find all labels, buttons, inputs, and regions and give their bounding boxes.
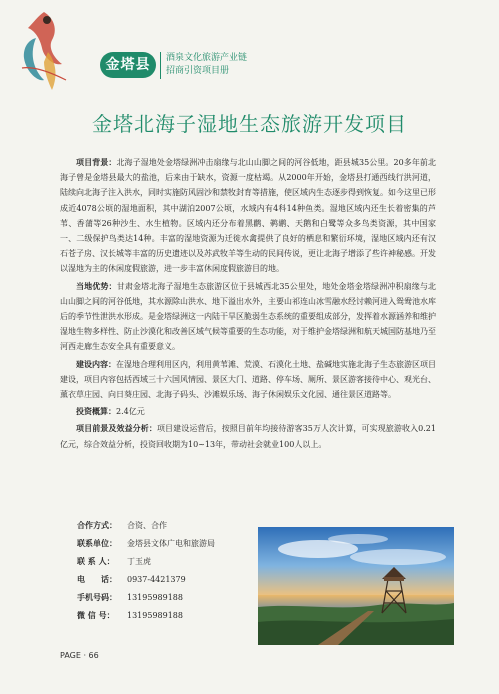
- advantage-paragraph: [60, 279, 436, 355]
- contact-value: 合资、合作: [127, 521, 167, 530]
- contact-row-mobile: [77, 588, 257, 606]
- contact-row-phone: [77, 570, 257, 588]
- benefit-text: 项目建设运营后，按照目前年均接待游客35万人次计算，可实现旅游收入0.21亿元，综合效益分析，投资回收期为10~13年，带动社会就业100人以上。: [60, 424, 436, 449]
- header-divider: [160, 52, 161, 79]
- construction-paragraph: [60, 357, 436, 403]
- benefit-label: 项目前景及效益分析：: [76, 423, 157, 434]
- contact-list: [77, 516, 257, 624]
- construction-label: 建设内容：: [76, 358, 116, 369]
- investment-value: 2.4亿元: [116, 407, 145, 417]
- page-number: PAGE · 66: [60, 651, 99, 660]
- contact-value: 金塔县文体广电和旅游局: [127, 539, 215, 548]
- background-paragraph: [60, 155, 436, 277]
- investment-line: [60, 404, 436, 419]
- contact-value: 丁玉虎: [127, 557, 151, 566]
- contact-row-unit: [77, 534, 257, 552]
- page-title: 金塔北海子湿地生态旅游开发项目: [92, 112, 407, 136]
- contact-value: 13195989188: [127, 593, 183, 602]
- article-body: [60, 155, 436, 454]
- background-label: 项目背景：: [76, 157, 117, 167]
- contact-label: 合作方式：: [77, 520, 117, 530]
- contact-label: 电 话：: [77, 574, 117, 584]
- contact-value: 13195989188: [127, 611, 183, 620]
- header-subtitle: [166, 52, 247, 78]
- contact-row-person: [77, 552, 257, 570]
- contact-row-cooperation: [77, 516, 257, 534]
- apsara-ornament-icon: [14, 8, 74, 94]
- contact-row-wechat: [77, 606, 257, 624]
- contact-label: 联 系 人：: [77, 556, 115, 566]
- benefit-paragraph: [60, 421, 436, 451]
- header-line-1: 酒泉文化旅游产业链: [166, 53, 248, 63]
- contact-label: 联系单位：: [77, 538, 117, 548]
- construction-text: 在湿地合理利用区内，利用黄苇滩、荒漠、石漠化土地、盐碱地实施北海子生态旅游区项目建设，项目内容包括西域三十六国风情园、景区大门、道路、停车场、厕所、景区游客接待中心、观光台、薰衣草庄园、向日葵庄园、北海子码头、沙滩娱乐场、海子休闲娱乐文化园、通往景区道路等。: [60, 359, 436, 400]
- background-text: 北海子湿地处金塔绿洲冲击扇缘与北山山脚之间的河谷低地，距县城35公里。20多年前北海子曾是金塔县最大的盐池，后来由于缺水，资源一度枯竭。从2000年开始，金塔县打通西线行洪河道，陆续向北海子注入洪水，同时实施防风固沙和禁牧封育等措施，使区域内生态逐步得到恢复。如今这里已形成近4078公顷的湿地面积，其中湖泊2007公顷，水域内有4科14种鱼类。湿地区域内还生长着密集的芦苇、香蒲等26种沙生、水生植物。区域内还分布着黑鹳、鹈鹕、天鹅和白鹭等众多鸟类资源，其中国家一、二级保护鸟类达14种。丰富的湿地资源为迁徙水禽提供了良好的栖息和繁衍环境，湿地区域内还有汉石苍子房、汉长城等丰富的历史遗迹以及苏武牧羊等生动的民间传说，更让北海子增添了些许神秘感。开发以湿地为主的休闲度假旅游，进一步丰富休闲度假旅游目的地。: [60, 158, 437, 274]
- header-line-2: 招商引资项目册: [166, 66, 230, 76]
- contact-value: 0937-4421379: [127, 575, 186, 584]
- wetland-photo: [258, 527, 454, 645]
- contact-label: 手机号码：: [77, 592, 117, 602]
- advantage-label: 当地优势：: [76, 280, 117, 291]
- investment-label: 投资概算：: [76, 406, 116, 417]
- county-badge: 金塔县: [100, 52, 156, 78]
- contact-label: 微 信 号：: [77, 610, 115, 620]
- advantage-text: 甘肃金塔北海子湿地生态旅游区位于县城西北35公里处，地处金塔金塔绿洲冲积扇缘与北山山脚之间的河谷低地，其水源除山洪水、地下溢出水外，主要山祁连山冰雪融水经讨赖河进入鸳鸯池水库后的季节性泄洪水形成。是金塔绿洲这一内陆干旱区脆弱生态系统的重要组成部分，发挥着水源涵养和维护湿地生物多样性、防止沙漠化和改善区域气候等重要的生态功能，对于维护金塔绿洲和航天城国防基地乃至河西走廊生态安全具有重要意义。: [60, 281, 436, 352]
